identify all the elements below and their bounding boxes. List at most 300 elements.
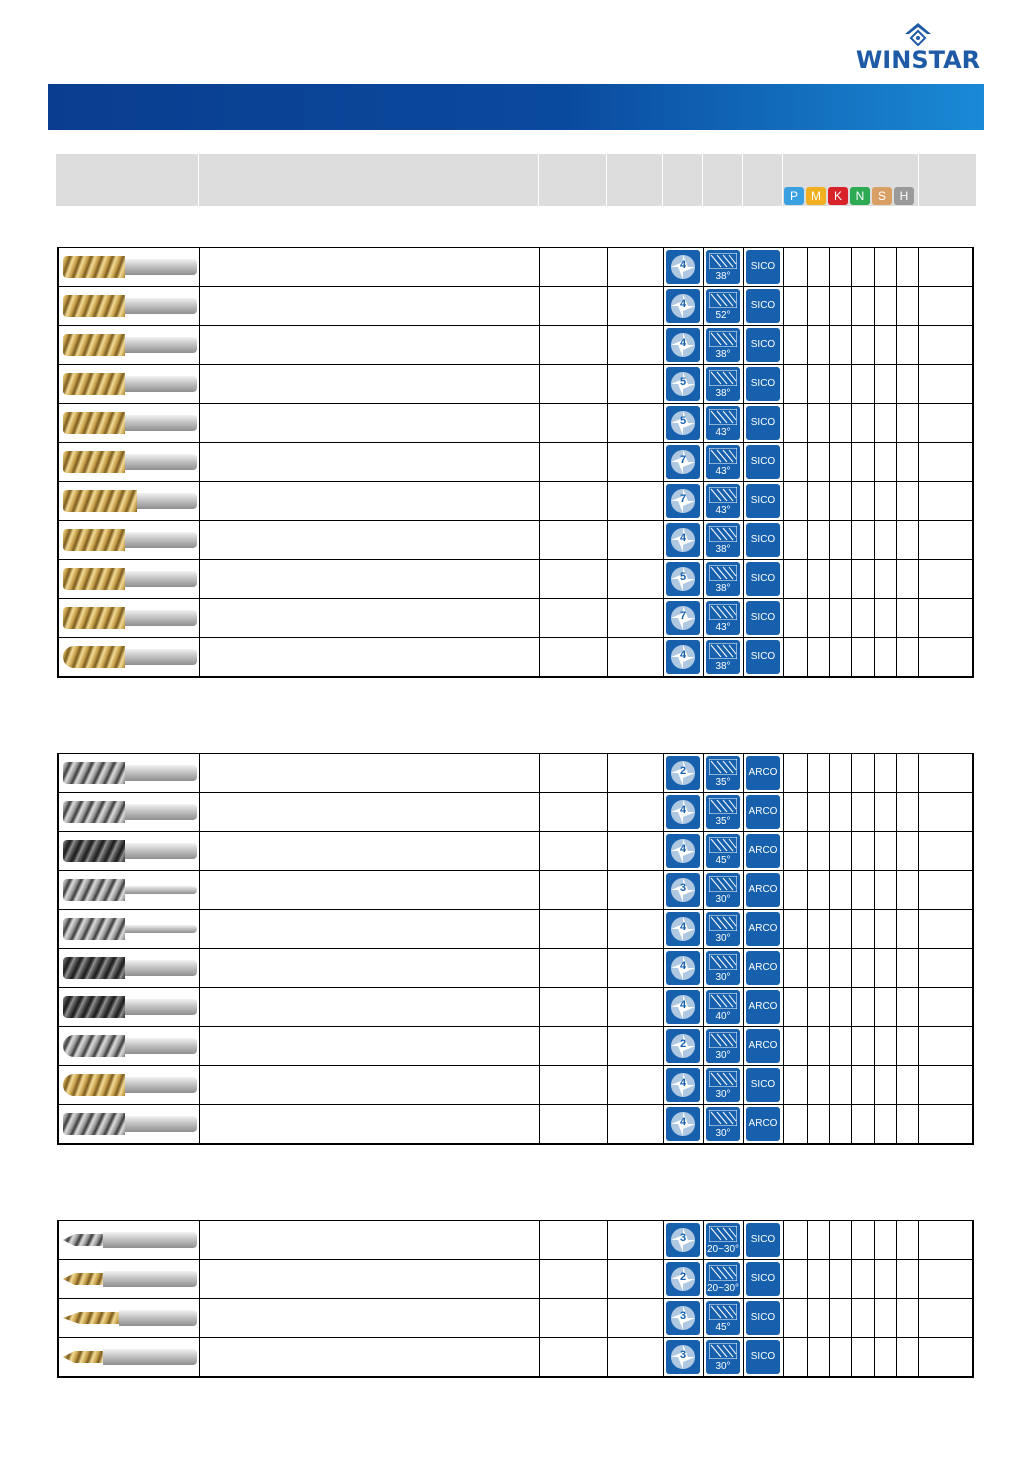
empty-cell (851, 638, 874, 678)
empty-cell (199, 1027, 539, 1066)
empty-cell (807, 326, 829, 365)
coating-cell (743, 1105, 783, 1145)
tool-image-cell (58, 1338, 199, 1378)
empty-cell (539, 871, 607, 910)
empty-cell (607, 1105, 663, 1145)
coating-badge: SICO (746, 445, 780, 479)
empty-cell (918, 599, 973, 638)
empty-cell (539, 443, 607, 482)
helix-angle-icon (706, 289, 740, 323)
empty-cell (783, 1299, 807, 1338)
table-row (58, 1105, 973, 1145)
empty-cell (539, 793, 607, 832)
empty-cell (829, 326, 851, 365)
empty-cell (199, 1338, 539, 1378)
flute-cell (663, 832, 703, 871)
flute-count-label: 3 (679, 1349, 687, 1361)
flute-count-label: 4 (679, 843, 687, 855)
empty-cell (607, 521, 663, 560)
empty-cell (783, 1027, 807, 1066)
empty-cell (829, 1299, 851, 1338)
empty-cell (851, 832, 874, 871)
empty-cell (807, 365, 829, 404)
empty-cell (607, 287, 663, 326)
tool-image-cell (58, 638, 199, 678)
table-row (58, 1027, 973, 1066)
coating-badge: SICO (746, 562, 780, 596)
empty-cell (607, 988, 663, 1027)
empty-cell (199, 404, 539, 443)
empty-cell (807, 832, 829, 871)
end-mill-image (61, 410, 197, 436)
end-mill-image (61, 1033, 197, 1059)
flute-count-icon (666, 873, 700, 907)
helix-angle-icon (706, 406, 740, 440)
empty-cell (607, 1027, 663, 1066)
coating-badge: ARCO (746, 990, 780, 1024)
empty-cell (807, 1221, 829, 1260)
empty-cell (807, 949, 829, 988)
empty-cell (199, 832, 539, 871)
empty-cell (607, 404, 663, 443)
empty-cell (539, 1027, 607, 1066)
coating-cell (743, 638, 783, 678)
empty-cell (783, 365, 807, 404)
table-row (58, 949, 973, 988)
table-row (58, 871, 973, 910)
table-row (58, 988, 973, 1027)
empty-cell (199, 1221, 539, 1260)
flute-cell (663, 443, 703, 482)
empty-cell (783, 560, 807, 599)
end-mill-image (61, 877, 197, 903)
helix-cell (703, 1027, 743, 1066)
coating-badge: SICO (746, 250, 780, 284)
end-mill-image (61, 994, 197, 1020)
empty-cell (829, 248, 851, 287)
empty-cell (896, 949, 918, 988)
helix-angle-icon (706, 951, 740, 985)
empty-cell (829, 910, 851, 949)
flute-count-label: 7 (679, 454, 687, 466)
tool-image-cell (58, 326, 199, 365)
flute-count-label: 3 (679, 1232, 687, 1244)
helix-angle-icon (706, 990, 740, 1024)
empty-cell (918, 560, 973, 599)
flute-count-label: 4 (679, 921, 687, 933)
flute-cell (663, 1221, 703, 1260)
coating-badge: ARCO (746, 873, 780, 907)
flute-cell (663, 560, 703, 599)
empty-cell (918, 949, 973, 988)
coating-cell (743, 793, 783, 832)
flute-cell (663, 1299, 703, 1338)
helix-angle-label: 20~30° (706, 1244, 740, 1255)
tool-image-cell (58, 1027, 199, 1066)
empty-cell (829, 871, 851, 910)
empty-cell (783, 1105, 807, 1145)
empty-cell (874, 365, 896, 404)
coating-cell (743, 1221, 783, 1260)
flute-count-label: 4 (679, 1116, 687, 1128)
helix-angle-icon (706, 640, 740, 674)
empty-cell (874, 1299, 896, 1338)
flute-count-icon (666, 990, 700, 1024)
empty-cell (607, 1221, 663, 1260)
empty-cell (829, 560, 851, 599)
empty-cell (807, 793, 829, 832)
empty-cell (607, 599, 663, 638)
coating-badge: SICO (746, 289, 780, 323)
helix-angle-icon (706, 912, 740, 946)
flute-count-icon (666, 250, 700, 284)
empty-cell (829, 949, 851, 988)
empty-cell (874, 248, 896, 287)
empty-cell (199, 248, 539, 287)
empty-cell (607, 443, 663, 482)
helix-angle-icon (706, 1223, 740, 1257)
helix-cell (703, 793, 743, 832)
flute-cell (663, 1027, 703, 1066)
empty-cell (896, 1066, 918, 1105)
empty-cell (807, 871, 829, 910)
tool-image-cell (58, 248, 199, 287)
empty-cell (607, 326, 663, 365)
empty-cell (829, 1105, 851, 1145)
flute-count-icon (666, 795, 700, 829)
empty-cell (783, 326, 807, 365)
empty-cell (539, 949, 607, 988)
brand-logo (848, 22, 988, 72)
empty-cell (896, 521, 918, 560)
empty-cell (851, 365, 874, 404)
flute-count-icon (666, 912, 700, 946)
tool-image-cell (58, 1105, 199, 1145)
tool-image-cell (58, 793, 199, 832)
empty-cell (783, 910, 807, 949)
coating-badge: ARCO (746, 795, 780, 829)
empty-cell (199, 910, 539, 949)
helix-angle-label: 30° (715, 1128, 731, 1139)
empty-cell (851, 443, 874, 482)
empty-cell (829, 793, 851, 832)
empty-cell (918, 910, 973, 949)
empty-cell (199, 1299, 539, 1338)
tool-image-cell (58, 754, 199, 793)
empty-cell (607, 1299, 663, 1338)
coating-cell (743, 1027, 783, 1066)
flute-cell (663, 248, 703, 287)
empty-cell (783, 404, 807, 443)
coating-badge: SICO (746, 1340, 780, 1374)
empty-cell (199, 560, 539, 599)
empty-cell (896, 1260, 918, 1299)
empty-cell (829, 599, 851, 638)
empty-cell (851, 1299, 874, 1338)
empty-cell (874, 443, 896, 482)
helix-angle-label: 43° (715, 427, 731, 438)
empty-cell (807, 910, 829, 949)
flute-count-icon (666, 1262, 700, 1296)
helix-cell (703, 988, 743, 1027)
empty-cell (851, 404, 874, 443)
end-mill-image (61, 644, 197, 670)
tool-image-cell (58, 599, 199, 638)
empty-cell (851, 326, 874, 365)
material-n-badge: N (850, 187, 870, 205)
brand-name: WINSTAR (855, 46, 981, 74)
material-p-badge: P (784, 187, 804, 205)
helix-angle-label: 38° (715, 271, 731, 282)
empty-cell (539, 1260, 607, 1299)
coating-cell (743, 326, 783, 365)
flute-count-icon (666, 367, 700, 401)
empty-cell (783, 793, 807, 832)
helix-angle-icon (706, 562, 740, 596)
helix-angle-label: 35° (715, 777, 731, 788)
empty-cell (807, 1066, 829, 1105)
flute-cell (663, 404, 703, 443)
empty-cell (539, 599, 607, 638)
empty-cell (874, 560, 896, 599)
flute-count-icon (666, 562, 700, 596)
flute-cell (663, 1260, 703, 1299)
empty-cell (874, 793, 896, 832)
helix-angle-icon (706, 1301, 740, 1335)
empty-cell (607, 949, 663, 988)
empty-cell (783, 248, 807, 287)
empty-cell (607, 1066, 663, 1105)
empty-cell (807, 404, 829, 443)
flute-count-icon (666, 289, 700, 323)
empty-cell (783, 287, 807, 326)
material-m-badge: M (806, 187, 826, 205)
helix-cell (703, 949, 743, 988)
table-row (58, 1221, 973, 1260)
tool-image-cell (58, 910, 199, 949)
empty-cell (918, 482, 973, 521)
flute-cell (663, 287, 703, 326)
coating-cell (743, 832, 783, 871)
empty-cell (918, 1260, 973, 1299)
helix-angle-icon (706, 328, 740, 362)
flute-cell (663, 365, 703, 404)
helix-angle-label: 40° (715, 1011, 731, 1022)
empty-cell (829, 365, 851, 404)
coating-badge: SICO (746, 523, 780, 557)
material-h-badge: H (894, 187, 914, 205)
empty-cell (874, 1105, 896, 1145)
coating-badge: ARCO (746, 912, 780, 946)
empty-cell (829, 1338, 851, 1378)
coating-badge: SICO (746, 601, 780, 635)
flute-cell (663, 326, 703, 365)
empty-cell (783, 443, 807, 482)
empty-cell (896, 326, 918, 365)
coating-cell (743, 560, 783, 599)
tool-image-cell (58, 988, 199, 1027)
empty-cell (851, 521, 874, 560)
empty-cell (874, 871, 896, 910)
empty-cell (539, 560, 607, 599)
table-row (58, 404, 973, 443)
empty-cell (896, 1105, 918, 1145)
helix-cell (703, 1221, 743, 1260)
helix-cell (703, 638, 743, 678)
helix-cell (703, 443, 743, 482)
end-mill-image (61, 332, 197, 358)
empty-cell (539, 832, 607, 871)
end-mill-image (61, 760, 197, 786)
tool-image-cell (58, 871, 199, 910)
empty-cell (918, 988, 973, 1027)
flute-count-label: 4 (679, 960, 687, 972)
helix-cell (703, 1299, 743, 1338)
empty-cell (874, 988, 896, 1027)
table-row (58, 754, 973, 793)
flute-count-label: 2 (679, 765, 687, 777)
empty-cell (783, 1260, 807, 1299)
empty-cell (918, 326, 973, 365)
empty-cell (829, 1221, 851, 1260)
empty-cell (807, 1027, 829, 1066)
empty-cell (896, 404, 918, 443)
empty-cell (607, 1260, 663, 1299)
helix-cell (703, 482, 743, 521)
table-row (58, 326, 973, 365)
tool-image-cell (58, 443, 199, 482)
coating-cell (743, 443, 783, 482)
empty-cell (783, 832, 807, 871)
empty-cell (607, 248, 663, 287)
flute-count-label: 4 (679, 804, 687, 816)
flute-cell (663, 949, 703, 988)
helix-angle-icon (706, 1107, 740, 1141)
helix-angle-label: 45° (715, 1322, 731, 1333)
flute-count-label: 4 (679, 1077, 687, 1089)
flute-count-icon (666, 1107, 700, 1141)
tool-image-cell (58, 1260, 199, 1299)
coating-cell (743, 1338, 783, 1378)
empty-cell (874, 1027, 896, 1066)
table-row (58, 365, 973, 404)
helix-cell (703, 365, 743, 404)
empty-cell (539, 1105, 607, 1145)
helix-angle-label: 38° (715, 388, 731, 399)
end-mill-image (61, 566, 197, 592)
end-mill-image (61, 1072, 197, 1098)
flute-count-icon (666, 406, 700, 440)
helix-cell (703, 599, 743, 638)
empty-cell (607, 793, 663, 832)
empty-cell (918, 638, 973, 678)
flute-cell (663, 871, 703, 910)
empty-cell (918, 1066, 973, 1105)
helix-angle-label: 30° (715, 972, 731, 983)
empty-cell (199, 754, 539, 793)
table-row (58, 832, 973, 871)
empty-cell (807, 443, 829, 482)
helix-cell (703, 1066, 743, 1105)
empty-cell (896, 287, 918, 326)
empty-cell (829, 482, 851, 521)
helix-angle-label: 52° (715, 310, 731, 321)
empty-cell (807, 1260, 829, 1299)
helix-cell (703, 248, 743, 287)
coating-cell (743, 1260, 783, 1299)
empty-cell (896, 443, 918, 482)
empty-cell (807, 988, 829, 1027)
empty-cell (199, 521, 539, 560)
empty-cell (918, 404, 973, 443)
empty-cell (851, 1338, 874, 1378)
empty-cell (829, 1260, 851, 1299)
flute-count-label: 3 (679, 1310, 687, 1322)
helix-cell (703, 560, 743, 599)
empty-cell (199, 949, 539, 988)
table-row (58, 1260, 973, 1299)
helix-cell (703, 871, 743, 910)
tool-image-cell (58, 521, 199, 560)
end-mill-image (61, 293, 197, 319)
empty-cell (199, 988, 539, 1027)
table-row (58, 599, 973, 638)
helix-cell (703, 1338, 743, 1378)
table-row (58, 1299, 973, 1338)
table-row (58, 482, 973, 521)
empty-cell (807, 560, 829, 599)
flute-count-label: 5 (679, 571, 687, 583)
empty-cell (539, 1299, 607, 1338)
empty-cell (874, 404, 896, 443)
empty-cell (807, 638, 829, 678)
end-mill-image (61, 605, 197, 631)
empty-cell (199, 599, 539, 638)
flute-count-icon (666, 1340, 700, 1374)
empty-cell (851, 910, 874, 949)
empty-cell (199, 482, 539, 521)
empty-cell (851, 754, 874, 793)
empty-cell (607, 365, 663, 404)
winstar-emblem-icon (904, 22, 932, 46)
helix-angle-icon (706, 834, 740, 868)
empty-cell (874, 482, 896, 521)
coating-badge: ARCO (746, 951, 780, 985)
coating-cell (743, 754, 783, 793)
end-mill-image (61, 799, 197, 825)
empty-cell (783, 949, 807, 988)
flute-count-label: 3 (679, 882, 687, 894)
coating-badge: SICO (746, 1068, 780, 1102)
empty-cell (829, 638, 851, 678)
empty-cell (829, 754, 851, 793)
empty-cell (807, 599, 829, 638)
tool-image-cell (58, 949, 199, 988)
empty-cell (851, 949, 874, 988)
empty-cell (896, 1299, 918, 1338)
helix-cell (703, 1260, 743, 1299)
tool-image-cell (58, 560, 199, 599)
coating-badge: ARCO (746, 834, 780, 868)
empty-cell (918, 1221, 973, 1260)
empty-cell (807, 482, 829, 521)
flute-count-icon (666, 601, 700, 635)
flute-count-label: 4 (679, 532, 687, 544)
helix-angle-label: 30° (715, 894, 731, 905)
end-mill-image (61, 838, 197, 864)
flute-count-icon (666, 1301, 700, 1335)
empty-cell (829, 988, 851, 1027)
